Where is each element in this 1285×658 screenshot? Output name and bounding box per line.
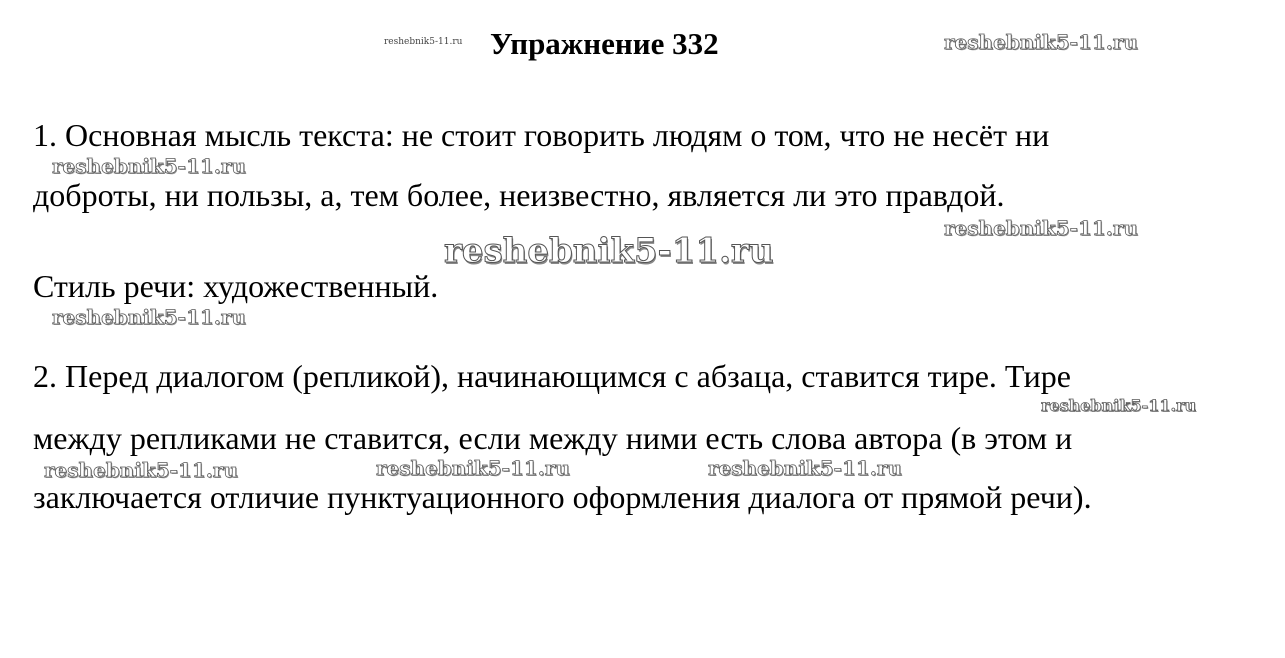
text-line-6: заключается отличие пунктуационного оформления диалога от прямой речи).: [33, 479, 1092, 515]
watermark: reshebnik5-11.ru: [708, 456, 902, 480]
text-line-2: доброты, ни пользы, а, тем более, неизвестно, является ли это правдой.: [33, 177, 1005, 213]
watermark: reshebnik5-11.ru: [944, 216, 1138, 240]
watermark: reshebnik5-11.ru: [384, 37, 463, 47]
watermark: reshebnik5-11.ru: [444, 231, 774, 271]
watermark: reshebnik5-11.ru: [1041, 396, 1197, 415]
text-line-3: Стиль речи: художественный.: [33, 268, 439, 304]
watermark: reshebnik5-11.ru: [376, 456, 570, 480]
page-title: Упражнение 332: [490, 26, 719, 61]
watermark: reshebnik5-11.ru: [52, 305, 246, 329]
text-line-5: между репликами не ставится, если между ними есть слова автора (в этом и: [33, 420, 1073, 456]
watermark: reshebnik5-11.ru: [944, 30, 1138, 54]
text-line-4: 2. Перед диалогом (репликой), начинающимся с абзаца, ставится тире. Тире: [33, 358, 1071, 394]
text-line-1: 1. Основная мысль текста: не стоит говорить людям о том, что не несёт ни: [33, 117, 1050, 153]
watermark: reshebnik5-11.ru: [44, 458, 238, 482]
watermark: reshebnik5-11.ru: [52, 154, 246, 178]
